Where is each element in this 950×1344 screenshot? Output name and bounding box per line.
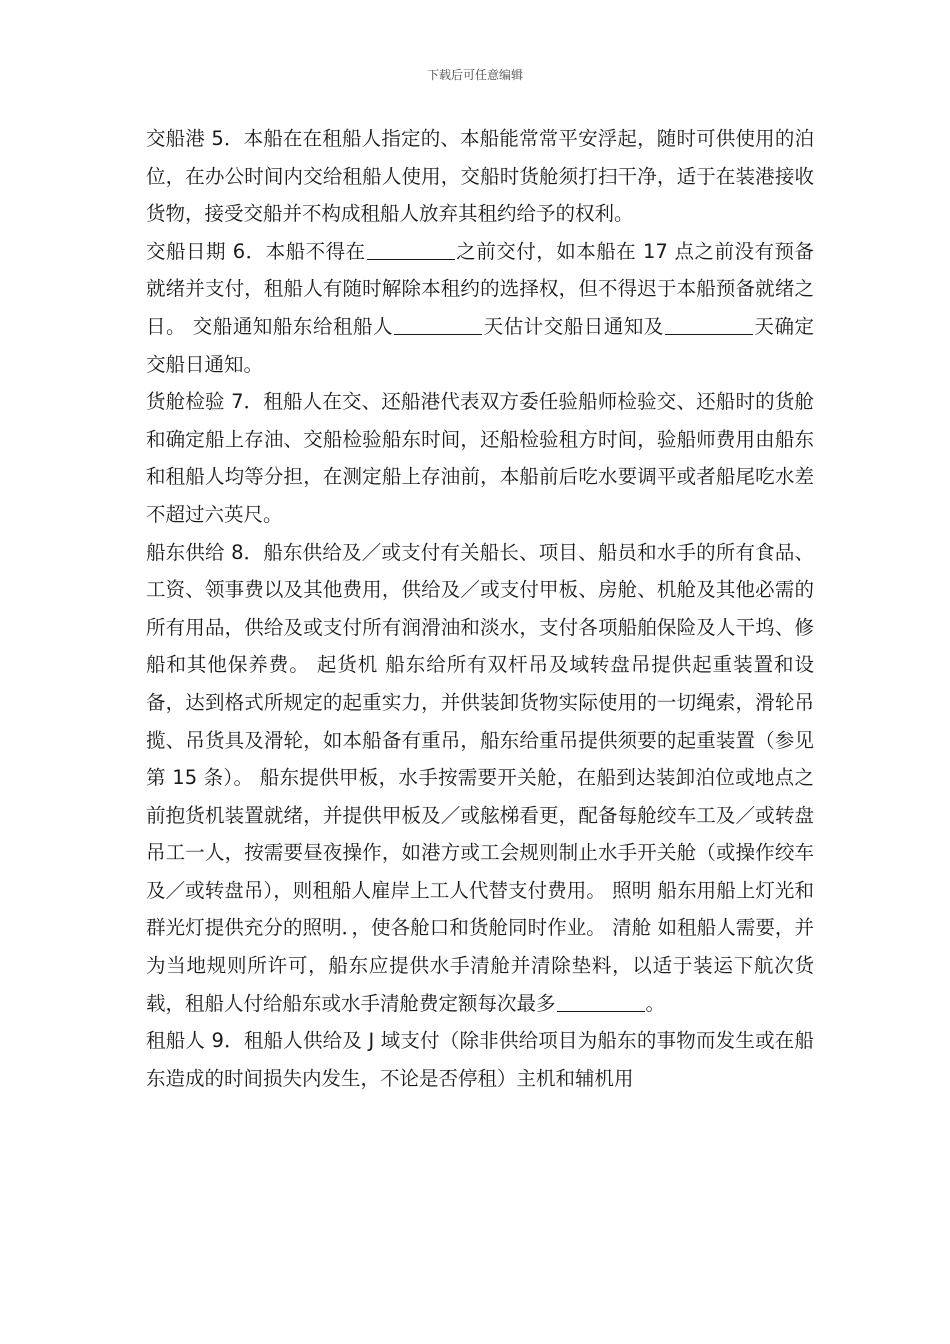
- paragraph-text: 交船港 5．本船在在租船人指定的、本船能常常平安浮起，随时可供使用的泊位，在办公时间内交给租船人使用，交船时货舱须打扫干净，适于在装港接收货物，接受交船并不构成租船人放弃其租约给予的权利。: [146, 127, 814, 226]
- paragraph-text: 船东供给 8．船东供给及／或支付有关船长、项目、船员和水手的所有食品、工资、领事费以及其他费用，供给及／或支付甲板、房舱、机舱及其他必需的所有用品，供给及或支付所有润滑油和淡水，支付各项船舶保险及人干坞、修船和其他保养费。 起货机 船东给所有双杆吊及域转盘吊提供起重装置和设备，达到格式所规定的起重实力，并供装卸货物实际使用的一切绳索，滑轮吊揽、吊货具及滑轮，如本船备有重吊，船东给重吊提供须要的起重装置（参见第 15 条）。 船东提供甲板，水手按需要开关舱，在船到达装卸泊位或地点之前抱货机装置就绪，并提供甲板及／或舷梯看更，配备每舱绞车工及／或转盘吊工一人，按需要昼夜操作，如港方或工会规则制止水手开关舱（或操作绞车及／或转盘吊），则租船人雇岸上工人代替支付费用。 照明 船东用船上灯光和群光灯提供充分的照明．，使各舱口和货舱同时作业。 清舱 如租船人需要，并为当地规则所许可，船东应提供水手清舱并清除垫料，以适于装运下航次货载，租船人付给船东或水手清舱费定额每次最多: [146, 540, 814, 1015]
- document-body: [146, 120, 814, 1097]
- paragraph: [146, 1022, 814, 1097]
- fill-in-blank: [665, 314, 753, 335]
- paragraph: [146, 120, 814, 233]
- paragraph-text: 货舱检验 7．租船人在交、还船港代表双方委任验船师检验交、还船时的货舱和确定船上存油、交船检验船东时间，还船检验租方时间，验船师费用由船东和租船人均等分担，在测定船上存油前，本船前后吃水要调平或者船尾吃水差不超过六英尺。: [146, 390, 814, 526]
- fill-in-blank: [367, 239, 455, 260]
- paragraph-text: 交船日期 6．本船不得在: [146, 239, 366, 263]
- paragraph: [146, 383, 814, 533]
- paragraph-text: 租船人 9．租船人供给及 J 域支付（除非供给项目为船东的事物而发生或在船东造成的时间损失内发生，不论是否停租）主机和辅机用: [146, 1029, 814, 1090]
- paragraph-text: 。: [645, 991, 666, 1015]
- fill-in-blank: [557, 991, 645, 1012]
- fill-in-blank: [394, 314, 482, 335]
- paragraph-text: 天估计交船日通知及: [483, 314, 664, 338]
- page-header: 下载后可任意编辑: [426, 68, 523, 82]
- paragraph: [146, 534, 814, 1023]
- paragraph-text: 之前交付，如本船在 17 点之前没有预备就绪并支付，租船人有随时解除本租约的选择权，但不得迟于本船预备就绪之日。 交船通知船东给租船人: [146, 239, 815, 338]
- paragraph-text: 天确定交船日通知。: [146, 314, 814, 376]
- paragraph: [146, 233, 814, 383]
